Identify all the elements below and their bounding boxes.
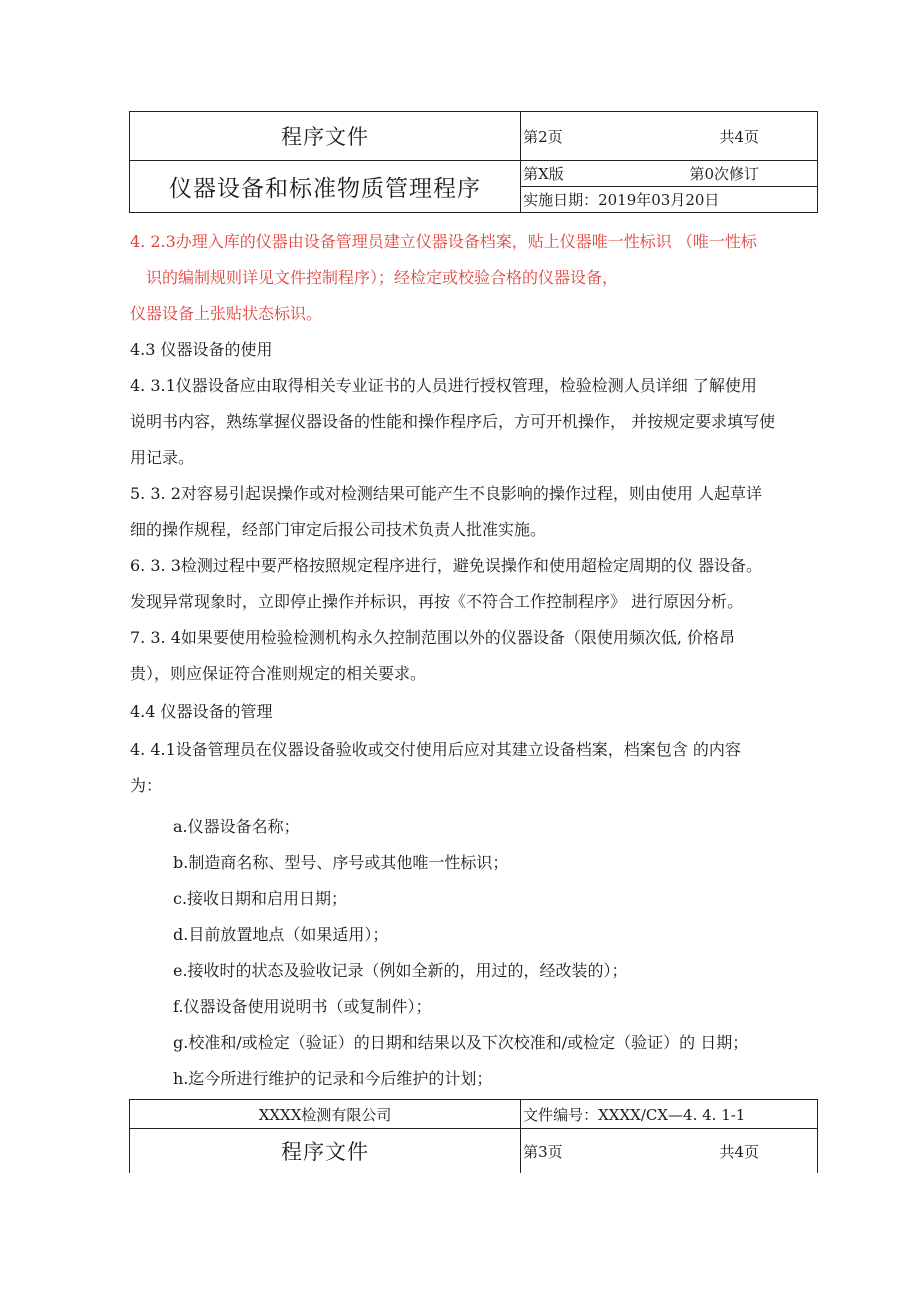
para-line: 识的编制规则详见文件控制程序）；经检定或校验合格的仪器设备， <box>146 268 619 287</box>
para-line: 4. 2.3办理入库的仪器由设备管理员建立仪器设备档案，贴上仪器唯一性标识 （唯一性标 <box>130 232 757 251</box>
effective-date: 实施日期：2019年03月20日 <box>521 187 818 213</box>
page-number: 第2页 <box>523 127 563 146</box>
list-item: c.接收日期和启用日期； <box>173 889 348 908</box>
list-item: g.校准和/或检定（验证）的日期和结果以及下次校准和/或检定（验证）的 日期； <box>173 1033 749 1052</box>
header-table-top <box>129 111 818 213</box>
revision: 第0次修订 <box>689 165 759 183</box>
header-table-bottom <box>129 1099 818 1173</box>
para-line: 发现异常现象时，立即停止操作并标识，再按《不符合工作控制程序》 进行原因分析。 <box>130 592 744 611</box>
page-number: 第3页 <box>523 1142 563 1161</box>
doc-type-label: 程序文件 <box>130 1129 521 1174</box>
page-total: 共4页 <box>719 1142 759 1161</box>
para-line: 5. 3. 2对容易引起误操作或对检测结果可能产生不良影响的操作过程，则由使用 人起草详 <box>130 484 762 503</box>
list-item: a.仪器设备名称； <box>173 817 300 836</box>
doc-type-label: 程序文件 <box>130 112 521 161</box>
list-item: f.仪器设备使用说明书（或复制件）； <box>173 997 432 1016</box>
list-item: b.制造商名称、型号、序号或其他唯一性标识； <box>173 853 509 872</box>
para-line: 6. 3. 3检测过程中要严格按照规定程序进行，避免误操作和使用超检定周期的仪 器设备。 <box>130 556 762 575</box>
para-line: 用记录。 <box>130 448 195 467</box>
para-line: 4. 4.1设备管理员在仪器设备验收或交付使用后应对其建立设备档案，档案包含 的内容 <box>130 740 741 759</box>
company-name: XXXX检测有限公司 <box>130 1100 521 1129</box>
para-line: 仪器设备上张贴状态标识。 <box>130 304 323 323</box>
section-heading-4-4: 4.4 仪器设备的管理 <box>130 702 273 721</box>
page-total: 共4页 <box>719 127 759 146</box>
page-info-cell <box>521 1129 818 1174</box>
para-line: 贵），则应保证符合准则规定的相关要求。 <box>130 664 427 683</box>
doc-title: 仪器设备和标准物质管理程序 <box>130 161 521 213</box>
para-line: 说明书内容，熟练掌握仪器设备的性能和操作程序后，方可开机操作， 并按规定要求填写使 <box>130 412 776 431</box>
document-number: 文件编号：XXXX/CX—4. 4. 1-1 <box>521 1100 818 1129</box>
para-line: 为： <box>130 776 163 795</box>
para-line: 4. 3.1仪器设备应由取得相关专业证书的人员进行授权管理，检验检测人员详细 了解使用 <box>130 376 757 395</box>
edition: 第X版 <box>523 165 564 183</box>
edition-cell <box>521 161 818 187</box>
para-line: 细的操作规程，经部门审定后报公司技术负责人批准实施。 <box>130 520 547 539</box>
list-item: e.接收时的状态及验收记录（例如全新的，用过的，经改装的）； <box>173 961 628 980</box>
list-item: d.目前放置地点（如果适用）； <box>173 925 389 944</box>
list-item: h.迄今所进行维护的记录和今后维护的计划； <box>173 1069 493 1088</box>
page-info-cell <box>521 112 818 161</box>
para-line: 7. 3. 4如果要使用检验检测机构永久控制范围以外的仪器设备（限使用频次低, 价格昂 <box>130 628 736 647</box>
section-heading-4-3: 4.3 仪器设备的使用 <box>130 340 273 359</box>
